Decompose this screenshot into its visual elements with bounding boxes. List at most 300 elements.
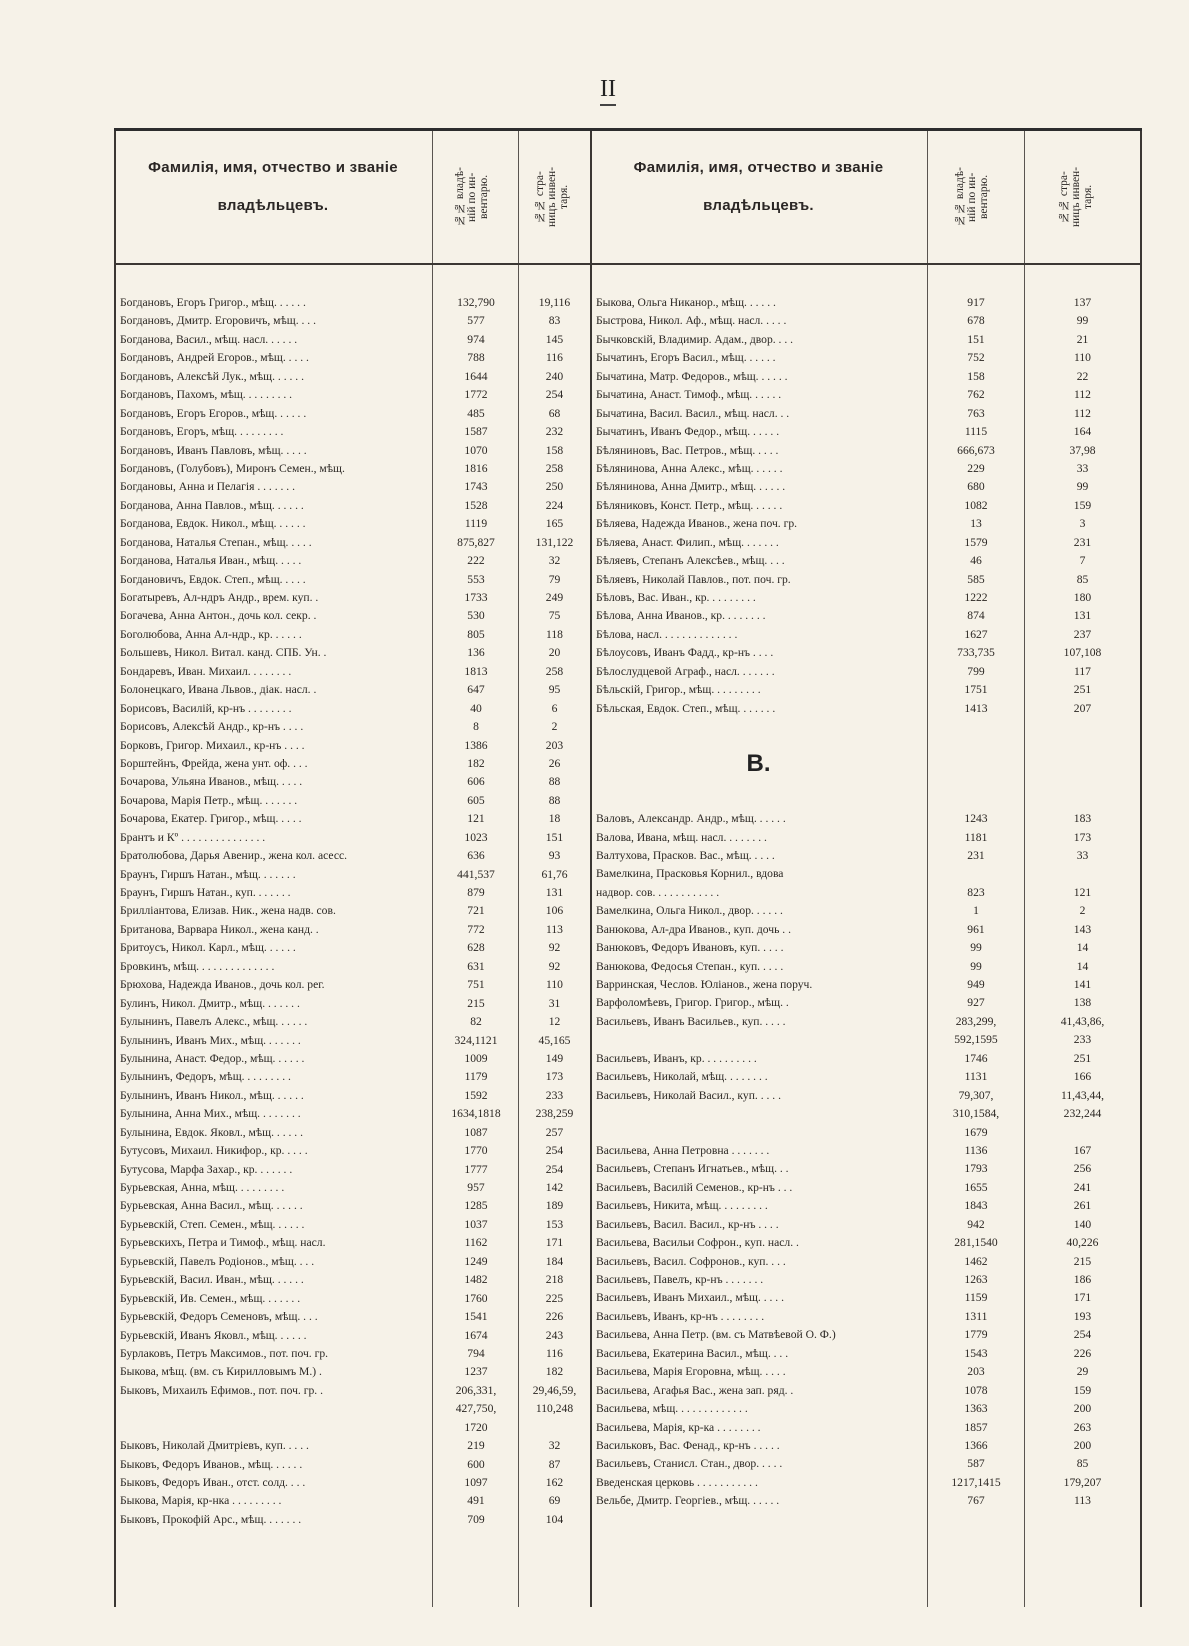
right-entries-v bbox=[590, 810, 1140, 1511]
inventory-page: 254 bbox=[545, 388, 564, 402]
owner-name: Брантъ и Кº . . . . . . . . . . . . . . . bbox=[120, 830, 266, 844]
holding-number: 1543 bbox=[964, 1346, 988, 1360]
table-row bbox=[590, 644, 1140, 662]
table-row bbox=[590, 847, 1140, 865]
owner-name: Богдановъ, Дмитр. Егоровичъ, мѣщ. . . . bbox=[120, 314, 316, 328]
inventory-page: 87 bbox=[548, 1457, 561, 1471]
holding-number: 40 bbox=[470, 701, 482, 715]
owner-name: Вамелкина, Ольга Никол., двор. . . . . . bbox=[596, 904, 783, 918]
inventory-page: 19,116 bbox=[538, 296, 571, 309]
inventory-page: 18 bbox=[548, 812, 561, 826]
owner-name: Васильева, Марія, кр-ка . . . . . . . . bbox=[596, 1420, 761, 1434]
owner-name: Бычковскій, Владимир. Адам., двор. . . . bbox=[596, 332, 794, 346]
holding-number: 1746 bbox=[964, 1051, 988, 1065]
inventory-page: 99 bbox=[1076, 314, 1089, 328]
inventory-page: 159 bbox=[1073, 1383, 1092, 1397]
header-name-title-line2: владѣльцевъ. bbox=[703, 197, 814, 214]
holding-number: 709 bbox=[467, 1512, 485, 1526]
inventory-page: 158 bbox=[545, 443, 564, 457]
inventory-page: 203 bbox=[545, 738, 564, 752]
table-row bbox=[590, 552, 1140, 570]
holding-number: 606 bbox=[467, 775, 485, 789]
holding-number: 151 bbox=[967, 332, 985, 346]
holding-number: 1674 bbox=[464, 1328, 488, 1342]
inventory-page: 85 bbox=[1076, 572, 1089, 586]
inventory-page: 6 bbox=[551, 701, 558, 715]
table-row bbox=[590, 386, 1140, 404]
inventory-page: 258 bbox=[545, 461, 564, 475]
table-row bbox=[114, 312, 590, 330]
inventory-page: 113 bbox=[546, 922, 563, 936]
table-row bbox=[590, 460, 1140, 478]
inventory-page: 33 bbox=[1076, 848, 1089, 862]
holding-number: 957 bbox=[467, 1181, 485, 1194]
owner-name: Бѣляевъ, Николай Павлов., пот. поч. гр. bbox=[596, 572, 791, 586]
holding-number: 1655 bbox=[964, 1180, 988, 1194]
owner-name: Богдановъ, Иванъ Павловъ, мѣщ. . . . . bbox=[120, 443, 307, 457]
holding-number: 1843 bbox=[964, 1199, 988, 1213]
table-row bbox=[114, 589, 590, 607]
owner-name: Бѣляевъ, Степанъ Алексѣев., мѣщ. . . . bbox=[596, 554, 785, 568]
table-row bbox=[590, 1271, 1140, 1289]
holding-number: 1162 bbox=[464, 1236, 488, 1250]
table-row bbox=[590, 1160, 1140, 1178]
holding-number: 1777 bbox=[464, 1162, 488, 1176]
inventory-page: 180 bbox=[1073, 591, 1092, 604]
holding-number: 229 bbox=[967, 461, 985, 475]
table-row bbox=[590, 405, 1140, 423]
holding-number: 1793 bbox=[964, 1162, 988, 1176]
table-row bbox=[114, 773, 590, 791]
holding-number: 1159 bbox=[964, 1291, 988, 1305]
table-row bbox=[114, 497, 590, 515]
holding-number: 132,790 bbox=[457, 296, 495, 309]
table-row bbox=[114, 423, 590, 441]
owner-name: Булынинъ, Павелъ Алекс., мѣщ. . . . . . bbox=[120, 1015, 308, 1029]
owner-name: Васильевъ, Николай, мѣщ. . . . . . . . bbox=[596, 1070, 768, 1084]
table-row bbox=[114, 386, 590, 404]
table-row bbox=[114, 829, 590, 847]
holding-number: 636 bbox=[467, 849, 485, 863]
owner-name: Бондаревъ, Иван. Михаил. . . . . . . . bbox=[120, 664, 292, 678]
holding-number: 585 bbox=[967, 572, 985, 586]
owner-name: Богдановъ, Егоръ, мѣщ. . . . . . . . . bbox=[120, 425, 284, 439]
table-row bbox=[114, 1327, 590, 1345]
inventory-page: 41,43,86, bbox=[1060, 1014, 1105, 1028]
owner-name: Бритоусъ, Никол. Карл., мѣщ. . . . . . bbox=[120, 941, 296, 955]
inventory-page: 249 bbox=[545, 591, 564, 604]
inventory-page: 88 bbox=[548, 793, 561, 807]
table-row bbox=[590, 1492, 1140, 1510]
table-row bbox=[590, 939, 1140, 957]
table-row bbox=[590, 534, 1140, 552]
inventory-page: 167 bbox=[1073, 1143, 1092, 1157]
inventory-page: 131 bbox=[545, 886, 564, 899]
holding-number: 1579 bbox=[964, 535, 988, 549]
owner-name: Валтухова, Прасков. Вас., мѣщ. . . . . bbox=[596, 848, 775, 862]
owner-name: Васильевъ, Васил. Софронов., куп. . . . bbox=[596, 1254, 786, 1268]
holding-number: 485 bbox=[467, 406, 485, 420]
table-row bbox=[590, 626, 1140, 644]
owner-name: Варринская, Чеслов. Юліанов., жена поруч. bbox=[596, 978, 813, 991]
owner-name: Валова, Ивана, мѣщ. насл. . . . . . . . bbox=[596, 830, 767, 844]
table-row bbox=[590, 1419, 1140, 1437]
holding-number: 587 bbox=[967, 1457, 985, 1471]
holding-number: 1413 bbox=[964, 701, 988, 715]
holding-number: 553 bbox=[467, 572, 485, 586]
holding-number: 767 bbox=[967, 1494, 985, 1508]
holding-number: 1119 bbox=[464, 517, 488, 531]
inventory-page: 21 bbox=[1076, 332, 1089, 346]
table-row bbox=[590, 958, 1140, 976]
holding-number: 1813 bbox=[464, 664, 488, 678]
table-row bbox=[590, 1382, 1140, 1400]
owner-name: Бурьевскій, Иванъ Яковл., мѣщ. . . . . . bbox=[120, 1328, 307, 1342]
table-row bbox=[114, 607, 590, 625]
holding-number: 577 bbox=[467, 314, 485, 328]
inventory-page: 7 bbox=[1079, 554, 1086, 568]
holding-number: 1816 bbox=[464, 461, 488, 475]
owner-name: Васильевъ, Николай Васил., куп. . . . . bbox=[596, 1088, 781, 1102]
table-row bbox=[114, 1492, 590, 1510]
inventory-page: 113 bbox=[1074, 1494, 1091, 1508]
owner-name: Богдановъ, Егоръ Григор., мѣщ. . . . . . bbox=[120, 296, 306, 309]
header-name-title-line2: владѣльцевъ. bbox=[217, 197, 329, 214]
holding-number: 1179 bbox=[464, 1070, 488, 1084]
inventory-page: 14 bbox=[1076, 959, 1089, 973]
owner-name: Булынинъ, Федоръ, мѣщ. . . . . . . . . bbox=[120, 1070, 291, 1084]
table-row bbox=[114, 755, 590, 773]
holding-number: 1249 bbox=[464, 1254, 488, 1268]
owner-name: Бурьевскій, Федоръ Семеновъ, мѣщ. . . . bbox=[120, 1310, 318, 1324]
inventory-page: 116 bbox=[546, 1346, 563, 1360]
holding-number: 310,1584, bbox=[952, 1107, 1000, 1121]
holding-number: 1222 bbox=[964, 591, 988, 604]
owner-name: Васильева, Анна Петр. (вм. съ Матвѣевой О. Ф.) bbox=[596, 1328, 836, 1342]
table-row bbox=[590, 700, 1140, 718]
table-row bbox=[590, 368, 1140, 386]
table-row bbox=[590, 1216, 1140, 1234]
holding-number: 1528 bbox=[464, 498, 488, 512]
table-row bbox=[590, 1400, 1140, 1418]
inventory-page: 241 bbox=[1073, 1180, 1092, 1194]
owner-name: Брюхова, Надежда Иванов., дочь кол. рег. bbox=[120, 978, 325, 992]
table-row bbox=[114, 1345, 590, 1363]
owner-name: Бурлаковъ, Петръ Максимов., пот. поч. гр. bbox=[120, 1346, 329, 1360]
owner-name: Бычатина, Анаст. Тимоф., мѣщ. . . . . . bbox=[596, 388, 782, 402]
table-row bbox=[114, 1253, 590, 1271]
inventory-page: 112 bbox=[1074, 388, 1091, 402]
holding-number: 121 bbox=[467, 812, 485, 826]
holding-number: 222 bbox=[467, 554, 485, 568]
owner-name: Богдановъ, Андрей Егоров., мѣщ. . . . . bbox=[120, 351, 309, 365]
owner-name: Бурьевскій, Ив. Семен., мѣщ. . . . . . . bbox=[120, 1291, 301, 1305]
inventory-page: 79 bbox=[548, 572, 561, 586]
table-row bbox=[114, 405, 590, 423]
table-row bbox=[590, 478, 1140, 496]
table-row bbox=[590, 1050, 1140, 1068]
inventory-page: 218 bbox=[545, 1273, 564, 1287]
holding-number: 427,750, bbox=[455, 1402, 497, 1416]
owner-name: Бочарова, Ульяна Иванов., мѣщ. . . . . bbox=[120, 775, 303, 789]
table-row bbox=[114, 1197, 590, 1215]
table-row bbox=[590, 1326, 1140, 1344]
holding-number: 324,1121 bbox=[454, 1033, 498, 1047]
inventory-page: 232 bbox=[545, 425, 564, 439]
owner-name: Васильевъ, Василій Семенов., кр-нъ . . . bbox=[596, 1180, 793, 1194]
inventory-page: 254 bbox=[545, 1144, 564, 1158]
owner-name: Болонецкаго, Ивана Львов., діак. насл. . bbox=[120, 683, 317, 697]
inventory-page: 104 bbox=[545, 1512, 564, 1526]
holding-number: 1131 bbox=[964, 1070, 988, 1084]
table-row bbox=[590, 515, 1140, 533]
inventory-page: 233 bbox=[1073, 1033, 1092, 1047]
table-row bbox=[590, 1345, 1140, 1363]
table-row bbox=[590, 312, 1140, 330]
inventory-page: 85 bbox=[1076, 1457, 1089, 1471]
table-row bbox=[590, 1234, 1140, 1252]
inventory-page: 183 bbox=[1073, 812, 1092, 826]
holding-number: 1078 bbox=[964, 1383, 988, 1397]
owner-name: Бѣляниновъ, Вас. Петров., мѣщ. . . . . bbox=[596, 443, 779, 457]
owner-name: Бычатина, Матр. Федоров., мѣщ. . . . . . bbox=[596, 369, 788, 383]
inventory-page: 137 bbox=[1073, 296, 1092, 309]
owner-name: Брилліантова, Елизав. Ник., жена надв. сов. bbox=[120, 904, 336, 918]
holding-number: 1720 bbox=[464, 1420, 488, 1434]
page-number: II bbox=[600, 76, 616, 102]
holding-number: 79,307, bbox=[958, 1088, 994, 1102]
table-row bbox=[590, 829, 1140, 847]
inventory-page: 200 bbox=[1073, 1402, 1092, 1416]
table-row bbox=[114, 1456, 590, 1474]
holding-number: 283,299, bbox=[955, 1014, 997, 1028]
holding-number: 1115 bbox=[964, 425, 988, 439]
owner-name: Васильева, Марія Егоровна, мѣщ. . . . . bbox=[596, 1365, 786, 1379]
inventory-page: 131 bbox=[1073, 609, 1092, 623]
table-row bbox=[590, 1105, 1140, 1123]
holding-number: 182 bbox=[467, 756, 485, 770]
holding-number: 1679 bbox=[964, 1125, 988, 1139]
holding-number: 799 bbox=[967, 664, 985, 678]
inventory-page: 173 bbox=[545, 1070, 564, 1084]
table-row bbox=[114, 534, 590, 552]
owner-name: Васильевъ, Васил. Васил., кр-нъ . . . . bbox=[596, 1217, 779, 1231]
owner-name: Васильевъ, Павелъ, кр-нъ . . . . . . . bbox=[596, 1273, 764, 1286]
holding-number: 874 bbox=[967, 609, 985, 623]
table-row bbox=[114, 1511, 590, 1529]
table-row bbox=[590, 571, 1140, 589]
holding-number: 1743 bbox=[464, 480, 488, 494]
owner-name: Васильевъ, Станисл. Стан., двор. . . . . bbox=[596, 1457, 783, 1471]
owner-name: Быковъ, Федоръ Иван., отст. солд. . . . bbox=[120, 1476, 306, 1489]
inventory-page: 26 bbox=[548, 756, 561, 770]
header-inventory-pages-right: №№ стра- ницъ инвен- таря. bbox=[1058, 166, 1094, 228]
holding-number: 13 bbox=[970, 517, 982, 531]
table-row bbox=[114, 1363, 590, 1381]
inventory-page: 75 bbox=[548, 609, 561, 623]
table-row bbox=[114, 1216, 590, 1234]
owner-name: Бочарова, Екатер. Григор., мѣщ. . . . . bbox=[120, 812, 302, 826]
holding-number: 1023 bbox=[464, 830, 488, 844]
owner-name: Бѣлоусовъ, Иванъ Фадд., кр-нъ . . . . bbox=[596, 646, 774, 660]
inventory-page: 233 bbox=[545, 1088, 564, 1102]
holding-number: 206,331, bbox=[455, 1383, 497, 1397]
holding-number: 8 bbox=[473, 720, 479, 734]
owner-name: Бѣлова, Анна Иванов., кр. . . . . . . . bbox=[596, 609, 766, 623]
inventory-page: 37,98 bbox=[1069, 443, 1096, 457]
holding-number: 1462 bbox=[964, 1254, 988, 1268]
page-number-underline bbox=[600, 104, 616, 106]
owner-name: надвор. сов. . . . . . . . . . . . bbox=[596, 885, 720, 899]
owner-name: Бѣловъ, Вас. Иван., кр. . . . . . . . . bbox=[596, 591, 756, 604]
owner-name: Васильевъ, Иванъ, кр-нъ . . . . . . . . bbox=[596, 1309, 765, 1323]
inventory-page: 11,43,44, bbox=[1060, 1088, 1105, 1102]
holding-number: 46 bbox=[970, 554, 982, 568]
holding-number: 666,673 bbox=[957, 443, 995, 457]
inventory-page: 173 bbox=[1073, 830, 1092, 844]
header-name-title bbox=[114, 149, 432, 225]
table-row bbox=[114, 737, 590, 755]
owner-name: Васильевъ, Никита, мѣщ. . . . . . . . . bbox=[596, 1199, 768, 1213]
holding-number: 1770 bbox=[464, 1144, 488, 1158]
holding-number: 752 bbox=[967, 351, 985, 365]
holding-number: 530 bbox=[467, 609, 485, 623]
owner-name: Богдановичъ, Евдок. Степ., мѣщ. . . . . bbox=[120, 572, 306, 586]
owner-name: Васильковъ, Вас. Фенад., кр-нъ . . . . . bbox=[596, 1438, 780, 1452]
owner-name: Большевъ, Никол. Витал. канд. СПБ. Ун. . bbox=[120, 646, 327, 660]
inventory-page: 258 bbox=[545, 664, 564, 678]
inventory-page: 92 bbox=[548, 941, 561, 955]
table-row bbox=[114, 294, 590, 312]
table-row bbox=[114, 1013, 590, 1031]
owner-name: Булынинъ, Иванъ Мих., мѣщ. . . . . . . bbox=[120, 1033, 301, 1047]
table-row bbox=[590, 663, 1140, 681]
table-row bbox=[114, 847, 590, 865]
holding-number: 1779 bbox=[964, 1328, 988, 1342]
inventory-page: 32 bbox=[548, 554, 561, 568]
owner-name: Введенская церковь . . . . . . . . . . . bbox=[596, 1475, 758, 1489]
inventory-page: 83 bbox=[548, 314, 561, 328]
owner-name: Бурьевская, Анна, мѣщ. . . . . . . . . bbox=[120, 1181, 285, 1194]
owner-name: Булынина, Анна Мих., мѣщ. . . . . . . . bbox=[120, 1107, 301, 1121]
header-holdings-number: №№ владѣ- ній по ин- вентарю. bbox=[454, 167, 490, 227]
inventory-page: 166 bbox=[1073, 1070, 1092, 1084]
inventory-page: 138 bbox=[1073, 996, 1092, 1010]
inventory-page: 110 bbox=[546, 978, 563, 992]
inventory-page: 256 bbox=[1073, 1162, 1092, 1176]
holding-number: 219 bbox=[467, 1439, 485, 1453]
holding-number: 1733 bbox=[464, 591, 488, 604]
owner-name: Бѣлянинова, Анна Алекс., мѣщ. . . . . . bbox=[596, 461, 783, 475]
holding-number: 794 bbox=[467, 1346, 485, 1360]
inventory-page: 40,226 bbox=[1066, 1236, 1099, 1250]
holding-number: 805 bbox=[467, 627, 485, 641]
owner-name: Бычатинъ, Егоръ Васил., мѣщ. . . . . . bbox=[596, 351, 776, 365]
ledger-table bbox=[114, 128, 1142, 1607]
table-row bbox=[114, 921, 590, 939]
inventory-page: 2 bbox=[1079, 904, 1086, 918]
inventory-page: 29 bbox=[1076, 1365, 1089, 1379]
holding-number: 927 bbox=[967, 996, 985, 1010]
owner-name: Богдановы, Анна и Пелагія . . . . . . . bbox=[120, 480, 296, 494]
table-row bbox=[114, 700, 590, 718]
holding-number: 600 bbox=[467, 1457, 485, 1471]
owner-name: Васильева, Екатерина Васил., мѣщ. . . . bbox=[596, 1346, 789, 1360]
holding-number: 1217,1415 bbox=[951, 1475, 1001, 1489]
holding-number: 631 bbox=[467, 959, 485, 973]
table-row bbox=[590, 1308, 1140, 1326]
table-row bbox=[114, 718, 590, 736]
owner-name: Быковъ, Николай Дмитріевъ, куп. . . . . bbox=[120, 1439, 309, 1453]
inventory-page: 189 bbox=[545, 1199, 564, 1213]
holding-number: 1 bbox=[973, 904, 979, 918]
inventory-page: 106 bbox=[545, 904, 564, 918]
inventory-page: 93 bbox=[548, 849, 561, 863]
inventory-page: 112 bbox=[1074, 406, 1091, 420]
holding-number: 1181 bbox=[964, 830, 988, 844]
inventory-page: 31 bbox=[548, 996, 561, 1010]
table-row bbox=[590, 1068, 1140, 1086]
inventory-page: 243 bbox=[545, 1328, 564, 1342]
owner-name: Васильевъ, Иванъ Васильев., куп. . . . . bbox=[596, 1014, 786, 1028]
inventory-page: 110,248 bbox=[535, 1402, 574, 1416]
holding-number: 203 bbox=[967, 1365, 985, 1379]
holding-number: 823 bbox=[967, 885, 985, 899]
inventory-page: 95 bbox=[548, 683, 561, 697]
holding-number: 491 bbox=[467, 1494, 485, 1508]
owner-name: Бѣляева, Анаст. Филип., мѣщ. . . . . . . bbox=[596, 535, 779, 549]
table-row bbox=[590, 1289, 1140, 1307]
inventory-page: 153 bbox=[545, 1217, 564, 1231]
table-row bbox=[590, 1087, 1140, 1105]
table-row bbox=[114, 626, 590, 644]
inventory-page: 224 bbox=[545, 498, 564, 512]
owner-name: Братолюбова, Дарья Авенир., жена кол. асесс. bbox=[120, 849, 348, 863]
holding-number: 763 bbox=[967, 406, 985, 420]
owner-name: Браунъ, Гиршъ Натан., куп. . . . . . . bbox=[120, 886, 291, 899]
table-row bbox=[590, 681, 1140, 699]
inventory-page: 184 bbox=[545, 1254, 564, 1268]
holding-number: 1285 bbox=[464, 1199, 488, 1213]
header-inventory-pages: №№ стра- ницъ инвен- таря. bbox=[534, 166, 570, 228]
owner-name: Быкова, мѣщ. (вм. съ Кирилловымъ М.) . bbox=[120, 1365, 322, 1379]
owner-name: Васильева, Васильи Софрон., куп. насл. . bbox=[596, 1236, 799, 1250]
owner-name: Васильевъ, Иванъ Михаил., мѣщ. . . . . bbox=[596, 1291, 784, 1305]
table-row bbox=[114, 995, 590, 1013]
inventory-page: 145 bbox=[545, 332, 564, 346]
table-row bbox=[590, 976, 1140, 994]
table-row bbox=[114, 958, 590, 976]
table-row bbox=[590, 1437, 1140, 1455]
holding-number: 733,735 bbox=[957, 646, 995, 660]
owner-name: Богданова, Наталья Степан., мѣщ. . . . . bbox=[120, 535, 312, 549]
holding-number: 1541 bbox=[464, 1310, 488, 1324]
inventory-page: 215 bbox=[1073, 1254, 1092, 1268]
right-entries-b bbox=[590, 294, 1140, 718]
owner-name: Бѣльскій, Григор., мѣщ. . . . . . . . . bbox=[596, 683, 761, 697]
table-row bbox=[590, 1455, 1140, 1473]
holding-number: 1263 bbox=[964, 1273, 988, 1286]
holding-number: 1311 bbox=[964, 1309, 988, 1323]
table-row bbox=[590, 994, 1140, 1012]
owner-name: Богатыревъ, Ал-ндръ Андр., врем. куп. . bbox=[120, 591, 319, 604]
inventory-page: 237 bbox=[1073, 627, 1092, 641]
inventory-page: 171 bbox=[545, 1236, 564, 1250]
holding-number: 1857 bbox=[964, 1420, 988, 1434]
inventory-page: 117 bbox=[1074, 664, 1091, 678]
table-row bbox=[114, 552, 590, 570]
owner-name: Васильевъ, Степанъ Игнатьев., мѣщ. . . bbox=[596, 1162, 789, 1176]
